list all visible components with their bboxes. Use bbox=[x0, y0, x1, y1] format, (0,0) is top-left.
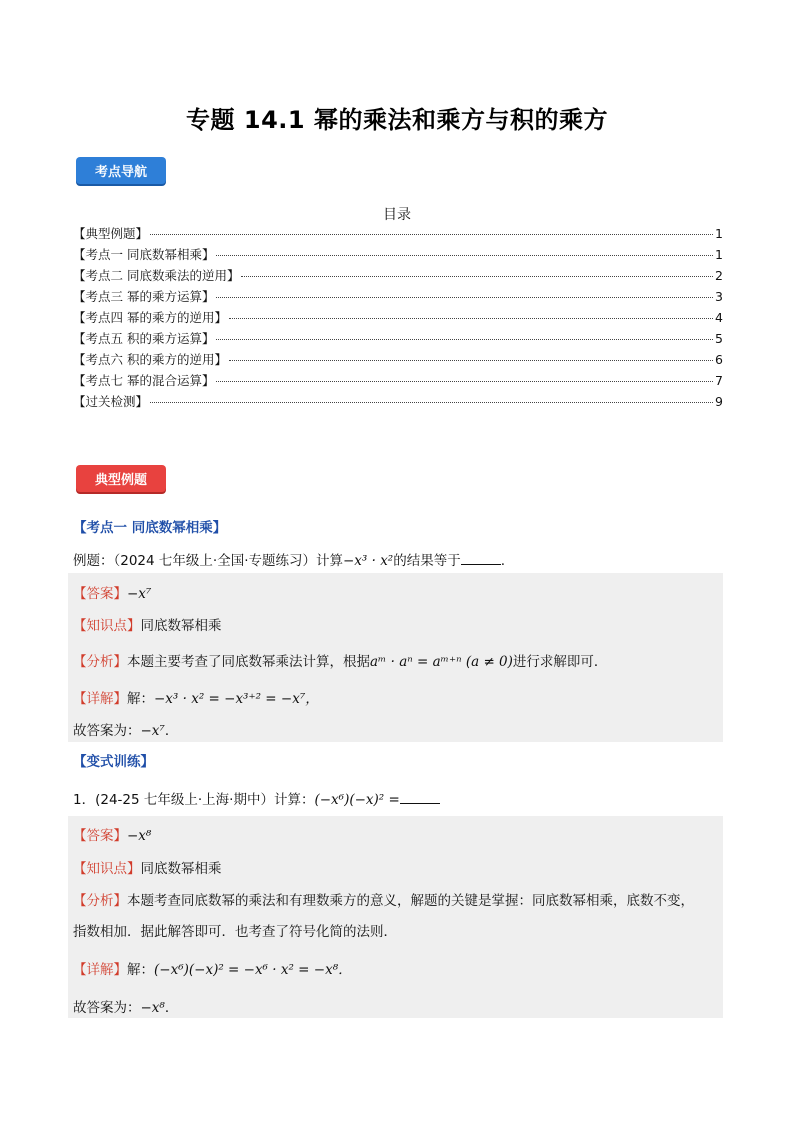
variant-heading: 【变式训练】 bbox=[73, 754, 154, 770]
answer-blank bbox=[400, 791, 440, 804]
example-question: 例题：（2024 七年级上·全国·专题练习）计算−x³ · x²的结果等于 . bbox=[73, 553, 506, 569]
solution-shade bbox=[68, 816, 723, 1018]
toc-item[interactable]: 【典型例题】 1 bbox=[73, 226, 723, 241]
section-heading: 【考点一 同底数幂相乘】 bbox=[73, 520, 227, 536]
page-title: 专题 14.1 幂的乘法和乘方与积的乘方 bbox=[186, 106, 608, 134]
toc-item[interactable]: 【考点六 积的乘方的逆用】 6 bbox=[73, 352, 723, 367]
analysis-line: 【分析】本题考查同底数幂的乘法和有理数乘方的意义，解题的关键是掌握：同底数幂相乘，底数不变， bbox=[73, 893, 694, 909]
variant-question: 1．(24-25 七年级上·上海·期中）计算：(−x⁶)(−x)² = bbox=[73, 788, 440, 808]
examples-badge-label: 典型例题 bbox=[76, 465, 166, 492]
toc-item[interactable]: 【考点一 同底数幂相乘】 1 bbox=[73, 247, 723, 262]
detail-line: 【详解】解：−x³ · x² = −x³⁺² = −x⁷， bbox=[73, 691, 319, 707]
conclusion-line: 故答案为：−x⁷． bbox=[73, 723, 179, 739]
conclusion-line: 故答案为：−x⁸． bbox=[73, 1000, 179, 1016]
answer-line: 【答案】−x⁸ bbox=[73, 828, 152, 844]
nav-badge-label: 考点导航 bbox=[76, 157, 166, 184]
answer-blank bbox=[461, 552, 501, 565]
toc-item[interactable]: 【考点五 积的乘方运算】 5 bbox=[73, 331, 723, 346]
toc-item[interactable]: 【考点三 幂的乘方运算】 3 bbox=[73, 289, 723, 304]
knowledge-line: 【知识点】同底数幂相乘 bbox=[73, 861, 222, 877]
analysis-line: 【分析】本题主要考查了同底数幂乘法计算，根据aᵐ · aⁿ = aᵐ⁺ⁿ (a ≠ 0)进行求解即可． bbox=[73, 654, 608, 670]
analysis-line-2: 指数相加．据此解答即可．也考查了符号化简的法则． bbox=[73, 924, 397, 940]
toc-item[interactable]: 【考点七 幂的混合运算】 7 bbox=[73, 373, 723, 388]
detail-line: 【详解】解：(−x⁶)(−x)² = −x⁶ · x² = −x⁸． bbox=[73, 962, 352, 978]
examples-badge bbox=[76, 460, 168, 496]
toc-item[interactable]: 【考点二 同底数乘法的逆用】 2 bbox=[73, 268, 723, 283]
toc-heading: 目录 bbox=[383, 207, 411, 223]
table-of-contents bbox=[73, 224, 723, 413]
nav-badge bbox=[76, 152, 168, 188]
toc-item[interactable]: 【考点四 幂的乘方的逆用】 4 bbox=[73, 310, 723, 325]
toc-item[interactable]: 【过关检测】 9 bbox=[73, 394, 723, 409]
answer-line: 【答案】−x⁷ bbox=[73, 586, 152, 602]
knowledge-line: 【知识点】同底数幂相乘 bbox=[73, 618, 222, 634]
